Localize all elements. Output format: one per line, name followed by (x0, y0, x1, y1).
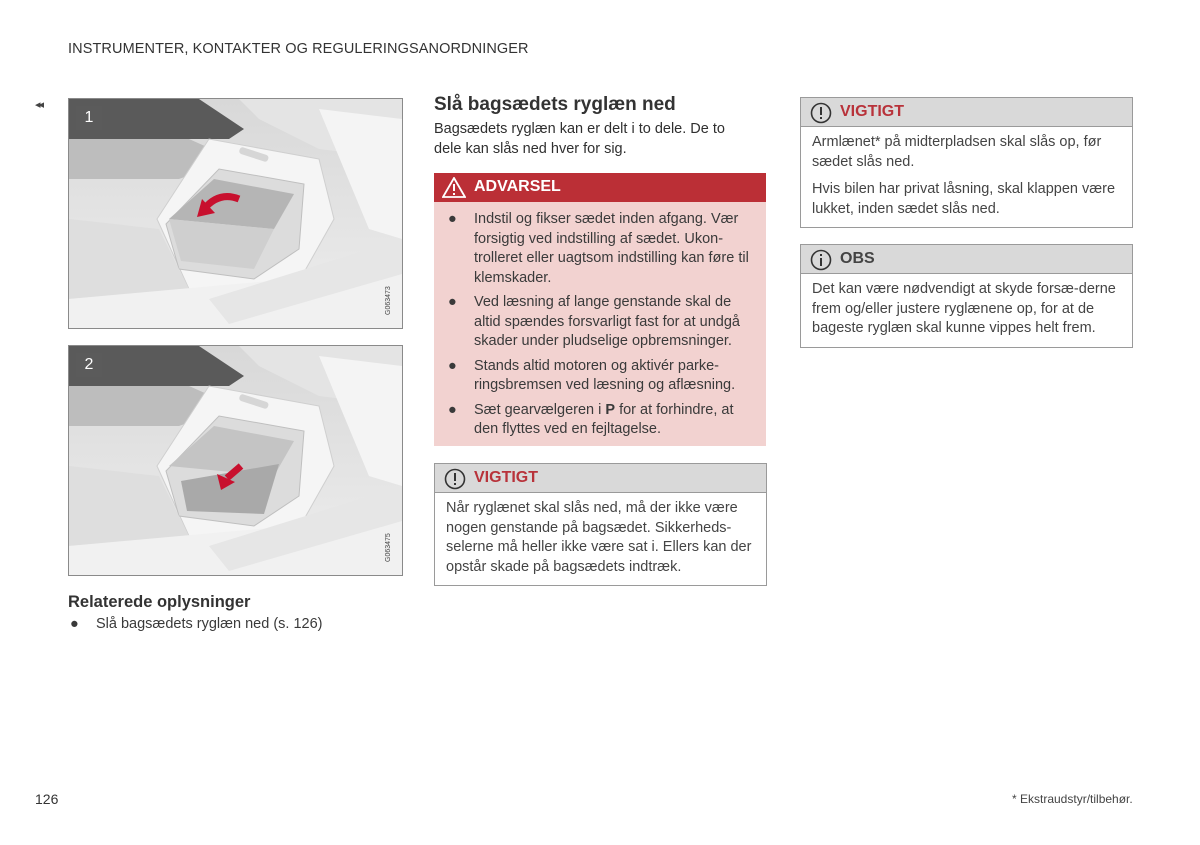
important-header (435, 464, 766, 493)
obs-title: OBS (840, 250, 875, 267)
important-title: VIGTIGT (474, 469, 538, 486)
important-paragraph: Armlænet* på midterpladsen skal slås op, før sædet slås ned. (812, 134, 1102, 170)
important-box-right (800, 97, 1133, 228)
seat-illustration-1 (69, 99, 402, 328)
figure-code: G063473 (385, 286, 392, 315)
important-box-middle (434, 463, 767, 586)
important-title: VIGTIGT (840, 103, 904, 120)
figure-2 (68, 345, 403, 576)
warning-item: ● Stands altid motoren og aktivér parke-ringsbremsen ved læsning og aflæsning. (448, 357, 736, 393)
important-text: Når ryglænet skal slås ned, må der ikke være nogen genstande på bagsædet. Sikkerheds-selerne må heller ikke være sat i. Ellers kan der opstår skade på bagsædets indtræk. (446, 500, 752, 575)
warning-box (434, 173, 766, 446)
figure-number: 1 (76, 106, 102, 130)
page-number: 126 (35, 791, 59, 807)
figure-1 (68, 98, 403, 329)
warning-header (434, 173, 766, 202)
page-header: INSTRUMENTER, KONTAKTER OG REGULERINGSANORDNINGER (68, 41, 529, 57)
obs-header (801, 245, 1132, 274)
info-circle-icon (810, 249, 832, 271)
related-list (68, 615, 398, 640)
figure-number: 2 (76, 353, 102, 377)
important-body (801, 127, 1132, 227)
related-link[interactable]: ● Slå bagsædets ryglæn ned (s. 126) (70, 616, 323, 632)
obs-text: Det kan være nødvendigt at skyde forsæ-derne frem og/eller justere ryglænene op, for at de bageste ryglæn skal kunne vippes helt frem. (812, 281, 1116, 336)
warning-title: ADVARSEL (474, 178, 561, 195)
exclamation-circle-icon (444, 468, 466, 490)
obs-box (800, 244, 1133, 348)
important-header (801, 98, 1132, 127)
warning-item: ● Ved læsning af lange genstande skal de altid spændes forsvarligt fast for at undgå skader under pludselige opbremsninger. (448, 294, 740, 349)
footnote: * Ekstraudstyr/tilbehør. (1012, 792, 1133, 806)
section-intro: Bagsædets ryglæn kan er delt i to dele. De to dele kan slås ned hver for sig. (434, 121, 725, 157)
warning-item: ● Indstil og fikser sædet inden afgang. Vær forsigtig ved indstilling af sædet. Ukon-trolleret eller uagtsom indstilling kan føre til klemskader. (448, 211, 749, 286)
important-paragraph: Hvis bilen har privat låsning, skal klappen være lukket, inden sædet slås ned. (812, 181, 1116, 217)
related-title: Relaterede oplysninger (68, 593, 251, 611)
warning-triangle-icon (442, 177, 466, 198)
back-marker-icon[interactable]: ◂◂ (35, 99, 43, 111)
warning-item: ● Sæt gearvælgeren i P for at forhindre, at den flyttes ved en fejltagelse. (448, 401, 734, 437)
figure-code: G063475 (385, 533, 392, 562)
exclamation-circle-icon (810, 102, 832, 124)
seat-illustration-2 (69, 346, 402, 575)
section-title: Slå bagsædets ryglæn ned (434, 94, 676, 115)
